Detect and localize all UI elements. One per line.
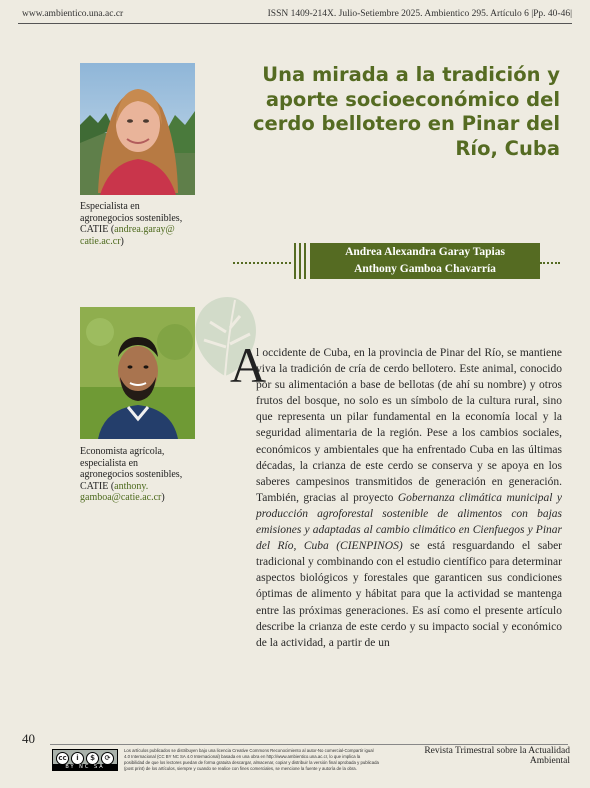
author-photo-andrea — [80, 63, 195, 195]
author2-caption: Economista agrícola, especialista en agronegocios sostenibles, CATIE (anthony. gamboa@catie.ac.cr) — [80, 446, 183, 503]
sharealike-icon: ⟳ — [101, 752, 114, 765]
authors-box — [310, 243, 540, 279]
authors-decoration-dots-left — [233, 262, 291, 264]
license-text: Los artículos publicados se distribuyen bajo una licencia Creative Commons Reconocimiento al autor-No comercial-Compartir igual 4.0 Internacional (CC BY NC SA 4.0 Internacional) basada en una obra en http://www.ambientico.una.ac.cr, lo que implica la posibilidad de que los lectores puedan de forma gratuita descargar, almacenar, copiar y distribuir la versión final aprobada y publicada (post print) de los artículos, siempre y cuando se realice con fines comerciales, se mencione la fuente y autoría de la obra. — [124, 748, 379, 771]
journal-name: Revista Trimestral sobre la Actualidad Ambiental — [424, 746, 570, 766]
article-body — [232, 345, 562, 651]
author-name-2: Anthony Gamboa Chavarría — [354, 263, 496, 275]
project-title: Gobernanza climática municipal y producción agroforestal sostenible de alimentos con bajas emisiones y adaptadas al cambio climático en Cienfuegos y Pinar del Río, Cuba (CIENPINOS) — [256, 491, 562, 553]
author1-email[interactable]: andrea.garay@ catie.ac.cr — [80, 224, 175, 247]
header-url[interactable]: www.ambientico.una.ac.cr — [22, 9, 124, 19]
page-number: 40 — [22, 731, 35, 746]
author2-email[interactable]: anthony. gamboa@catie.ac.cr — [80, 480, 162, 503]
author1-caption: Especialista en agronegocios sostenibles, CATIE (andrea.garay@ catie.ac.cr) — [80, 201, 183, 247]
author-photo-anthony — [80, 307, 195, 439]
author-name-1: Andrea Alexandra Garay Tapias — [345, 246, 505, 258]
header-issn: ISSN 1409-214X. Julio-Setiembre 2025. Ambientico 295. Artículo 6 |Pp. 40-46| — [267, 9, 572, 19]
authors-decoration-dots-right — [540, 262, 560, 264]
cc-icon: cc — [56, 752, 69, 765]
cc-license-label: BY NC SA — [53, 764, 117, 770]
drop-cap: A — [230, 337, 267, 393]
creative-commons-badge[interactable] — [52, 749, 118, 771]
article-title: Una mirada a la tradición y aporte socioeconómico del cerdo bellotero en Pinar del Río, Cuba — [252, 63, 560, 160]
noncommercial-icon: $ — [86, 752, 99, 765]
header-rule — [18, 23, 572, 24]
attribution-icon: i — [71, 752, 84, 765]
footer-rule — [50, 744, 568, 745]
article-paragraph: l occidente de Cuba, en la provincia de Pinar del Río, se mantiene viva la tradición de cría de cerdo bellotero. Este animal, conocido por su alimentación a base de bellotas (de ahí su nombre) y otros frutos del bosque, no solo es un símbolo de la cultura rural, sino que representa un pilar fundamental en la economía local y la seguridad alimentaria de la región. Pese a los cambios sociales, económicos y ambientales que ha enfrentado Cuba en las últimas décadas, la crianza de este cerdo se conserva y se apoya en los saberes campesinos transmitidos de generación en generación. También, gracias al proyecto Gobernanza climática municipal y producción agroforestal sostenible de alimentos con bajas emisiones y adaptadas al cambio climático en Cienfuegos y Pinar del Río, Cuba (CIENPINOS) se está resguardando el saber tradicional y combinando con el estudio científico para determinar aspectos biológicos y forestales que garanticen sus condiciones óptimas de alimento y hábitat para que la actividad se mantenga entre las próximas generaciones. Es así como el presente artículo describe la crianza de este cerdo y su impacto social y económico de la actividad, a partir de un — [256, 347, 563, 649]
authors-decoration-bars — [294, 243, 306, 279]
